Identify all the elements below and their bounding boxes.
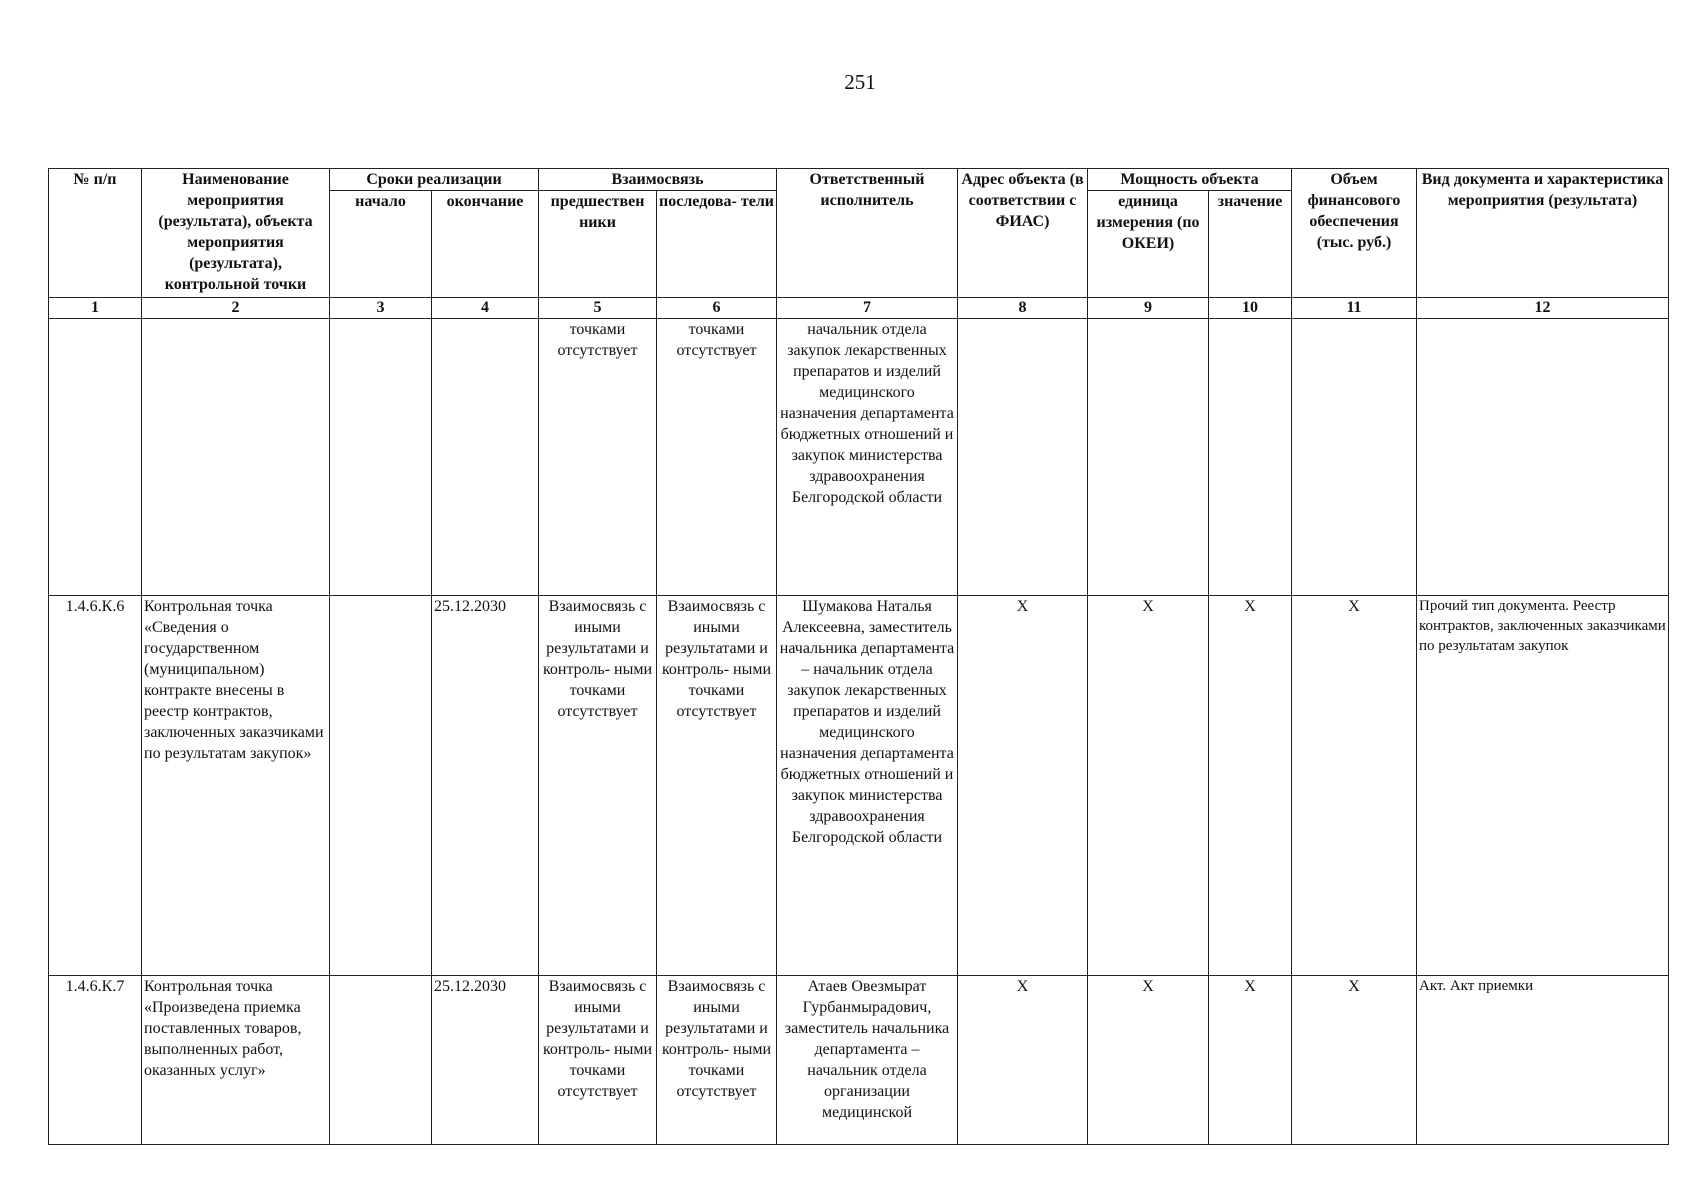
cell-address: X [958, 976, 1088, 1145]
cell-start [330, 976, 432, 1145]
header-capacity-value: значение [1209, 191, 1292, 298]
cell-name: Контрольная точка «Произведена приемка поставленных товаров, выполненных работ, оказанных услуг» [142, 976, 330, 1145]
header-terms: Сроки реализации [330, 169, 539, 191]
cell-doc: Акт. Акт приемки [1417, 976, 1669, 1145]
cell-doc: Прочий тип документа. Реестр контрактов, заключенных заказчиками по результатам закупок [1417, 596, 1669, 976]
cell-unit: X [1088, 976, 1209, 1145]
table-row [49, 596, 1669, 976]
header-doc: Вид документа и характеристика мероприятия (результата) [1417, 169, 1669, 298]
cell-responsible: Шумакова Наталья Алексеевна, заместитель начальника департамента – начальник отдела закупок лекарственных препаратов и изделий медицинского назначения департамента бюджетных отношений и закупок министерства здравоохранения Белгородской области [777, 596, 958, 976]
cell-next: точками отсутствует [657, 319, 777, 596]
cell-doc [1417, 319, 1669, 596]
cell-responsible: Атаев Овезмырат Гурбанмырадович, заместитель начальника департамента – начальник отдела организации медицинской [777, 976, 958, 1145]
header-terms-end: окончание [432, 191, 539, 298]
col-number: 2 [142, 298, 330, 319]
header-relation: Взаимосвязь [539, 169, 777, 191]
cell-value [1209, 319, 1292, 596]
cell-name [142, 319, 330, 596]
cell-end [432, 319, 539, 596]
header-relation-prev: предшествен ники [539, 191, 657, 298]
cell-unit [1088, 319, 1209, 596]
cell-address [958, 319, 1088, 596]
cell-end: 25.12.2030 [432, 596, 539, 976]
cell-prev: Взаимосвязь с иными результатами и контроль- ными точками отсутствует [539, 596, 657, 976]
header-capacity-unit: единица измерения (по ОКЕИ) [1088, 191, 1209, 298]
cell-name: Контрольная точка «Сведения о государственном (муниципальном) контракте внесены в реестр контрактов, заключенных заказчиками по результатам закупок» [142, 596, 330, 976]
cell-finance [1292, 319, 1417, 596]
cell-responsible: начальник отдела закупок лекарственных препаратов и изделий медицинского назначения департамента бюджетных отношений и закупок министерства здравоохранения Белгородской области [777, 319, 958, 596]
cell-finance: X [1292, 976, 1417, 1145]
col-number: 4 [432, 298, 539, 319]
col-number: 3 [330, 298, 432, 319]
header-responsible: Ответственный исполнитель [777, 169, 958, 298]
cell-num [49, 319, 142, 596]
cell-num: 1.4.6.К.6 [49, 596, 142, 976]
plan-table [48, 168, 1669, 1145]
col-number: 12 [1417, 298, 1669, 319]
col-number: 7 [777, 298, 958, 319]
col-number: 8 [958, 298, 1088, 319]
col-number: 6 [657, 298, 777, 319]
cell-finance: X [1292, 596, 1417, 976]
col-number: 9 [1088, 298, 1209, 319]
page-number: 251 [844, 70, 876, 94]
cell-start [330, 596, 432, 976]
cell-unit: X [1088, 596, 1209, 976]
cell-next: Взаимосвязь с иными результатами и контроль- ными точками отсутствует [657, 976, 777, 1145]
header-terms-start: начало [330, 191, 432, 298]
col-number: 10 [1209, 298, 1292, 319]
header-num: № п/п [49, 169, 142, 298]
cell-prev: точками отсутствует [539, 319, 657, 596]
col-number: 5 [539, 298, 657, 319]
table-row [49, 976, 1669, 1145]
cell-num: 1.4.6.К.7 [49, 976, 142, 1145]
cell-address: X [958, 596, 1088, 976]
header-name: Наименование мероприятия (результата), объекта мероприятия (результата), контрольной точки [142, 169, 330, 298]
header-finance: Объем финансового обеспечения (тыс. руб.) [1292, 169, 1417, 298]
table-row [49, 319, 1669, 596]
cell-next: Взаимосвязь с иными результатами и контроль- ными точками отсутствует [657, 596, 777, 976]
header-address: Адрес объекта (в соответствии с ФИАС) [958, 169, 1088, 298]
header-capacity: Мощность объекта [1088, 169, 1292, 191]
cell-prev: Взаимосвязь с иными результатами и контроль- ными точками отсутствует [539, 976, 657, 1145]
cell-value: X [1209, 596, 1292, 976]
cell-value: X [1209, 976, 1292, 1145]
col-number: 11 [1292, 298, 1417, 319]
cell-start [330, 319, 432, 596]
header-relation-next: последова- тели [657, 191, 777, 298]
cell-end: 25.12.2030 [432, 976, 539, 1145]
col-number: 1 [49, 298, 142, 319]
